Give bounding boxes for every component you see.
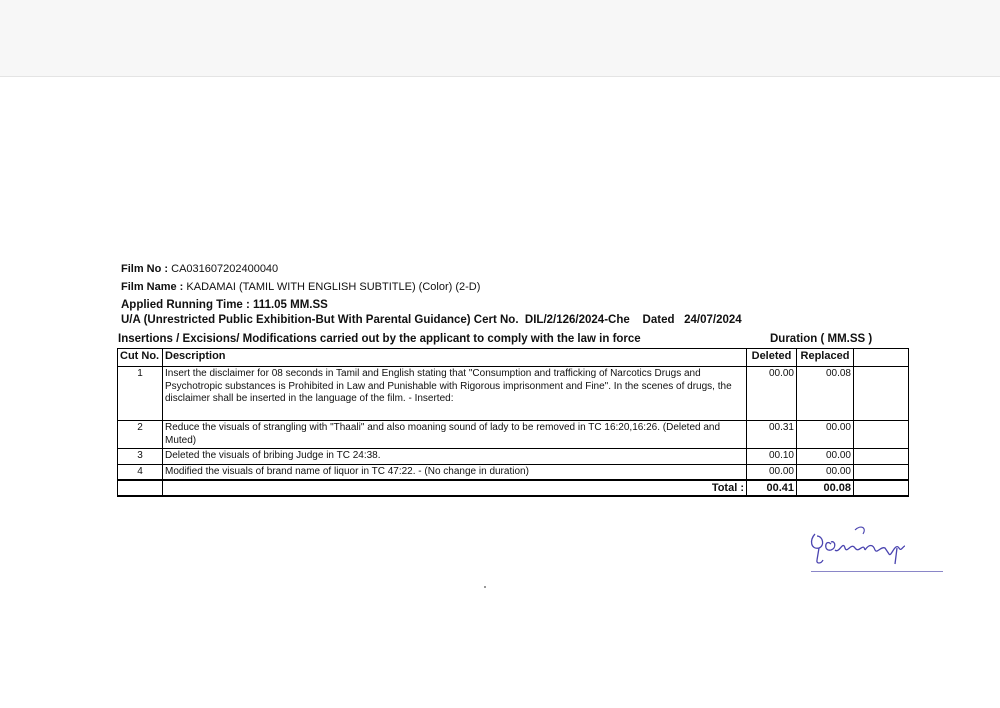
film-no-value: CA031607202400040 <box>171 263 279 275</box>
total-deleted: 00.41 <box>747 480 797 496</box>
header-deleted: Deleted <box>747 349 797 367</box>
cut-number: 1 <box>118 367 163 421</box>
running-time-line <box>121 299 328 311</box>
table-header-row <box>118 349 909 367</box>
total-blank-cell <box>118 480 163 496</box>
cuts-table <box>117 348 909 497</box>
signature <box>805 520 925 570</box>
film-name-value: KADAMAI (TAMIL WITH ENGLISH SUBTITLE) (Color) (2-D) <box>186 281 481 293</box>
cut-number: 4 <box>118 464 163 480</box>
film-no-line <box>121 263 278 275</box>
dated-label: Dated <box>642 314 675 326</box>
header-replaced: Replaced <box>797 349 854 367</box>
total-replaced: 00.08 <box>797 480 854 496</box>
certificate-text: U/A (Unrestricted Public Exhibition-But With Parental Guidance) Cert No. <box>121 314 519 326</box>
insertions-title: Insertions / Excisions/ Modifications carried out by the applicant to comply with the law in force <box>118 333 641 345</box>
blank-cell <box>854 421 909 449</box>
header-blank <box>854 349 909 367</box>
table-row <box>118 449 909 465</box>
replaced-duration: 00.00 <box>797 464 854 480</box>
deleted-duration: 00.00 <box>747 464 797 480</box>
running-time-value: 111.05 MM.SS <box>253 299 328 311</box>
scan-speck <box>484 586 486 588</box>
cut-description: Deleted the visuals of bribing Judge in TC 24:38. <box>163 449 747 465</box>
blank-cell <box>854 449 909 465</box>
table-row <box>118 367 909 421</box>
total-label: Total : <box>163 480 747 496</box>
cut-number: 2 <box>118 421 163 449</box>
replaced-duration: 00.08 <box>797 367 854 421</box>
film-no-label: Film No : <box>121 263 169 275</box>
film-name-line <box>121 281 480 293</box>
deleted-duration: 00.00 <box>747 367 797 421</box>
table-row <box>118 464 909 480</box>
duration-title: Duration ( MM.SS ) <box>770 333 873 345</box>
blank-cell <box>854 464 909 480</box>
cut-description: Modified the visuals of brand name of liquor in TC 47:22. - (No change in duration) <box>163 464 747 480</box>
replaced-duration: 00.00 <box>797 449 854 465</box>
replaced-duration: 00.00 <box>797 421 854 449</box>
cut-description: Reduce the visuals of strangling with "Thaali" and also moaning sound of lady to be removed in TC 16:20,16:26. (Deleted and Muted) <box>163 421 747 449</box>
cut-description: Insert the disclaimer for 08 seconds in Tamil and English stating that "Consumption and trafficking of Narcotics Drugs and Psychotropic substances is Prohibited in Law and Punishable with Rigorous imprisonment and Fine". In the scenes of drugs, the disclaimer shall be inserted in the language of the film. - Inserted: <box>163 367 747 421</box>
deleted-duration: 00.10 <box>747 449 797 465</box>
total-row <box>118 480 909 496</box>
blank-cell <box>854 480 909 496</box>
header-description: Description <box>163 349 747 367</box>
certificate-line <box>121 314 742 326</box>
table-row <box>118 421 909 449</box>
certificate-number: DIL/2/126/2024-Che <box>524 314 630 326</box>
blank-cell <box>854 367 909 421</box>
signature-line <box>811 571 943 572</box>
cut-number: 3 <box>118 449 163 465</box>
film-name-label: Film Name : <box>121 281 184 293</box>
certificate-date: 24/07/2024 <box>684 314 742 326</box>
running-time-label: Applied Running Time : <box>121 299 250 311</box>
scan-top-band <box>0 0 1000 77</box>
deleted-duration: 00.31 <box>747 421 797 449</box>
header-cut-no: Cut No. <box>118 349 163 367</box>
